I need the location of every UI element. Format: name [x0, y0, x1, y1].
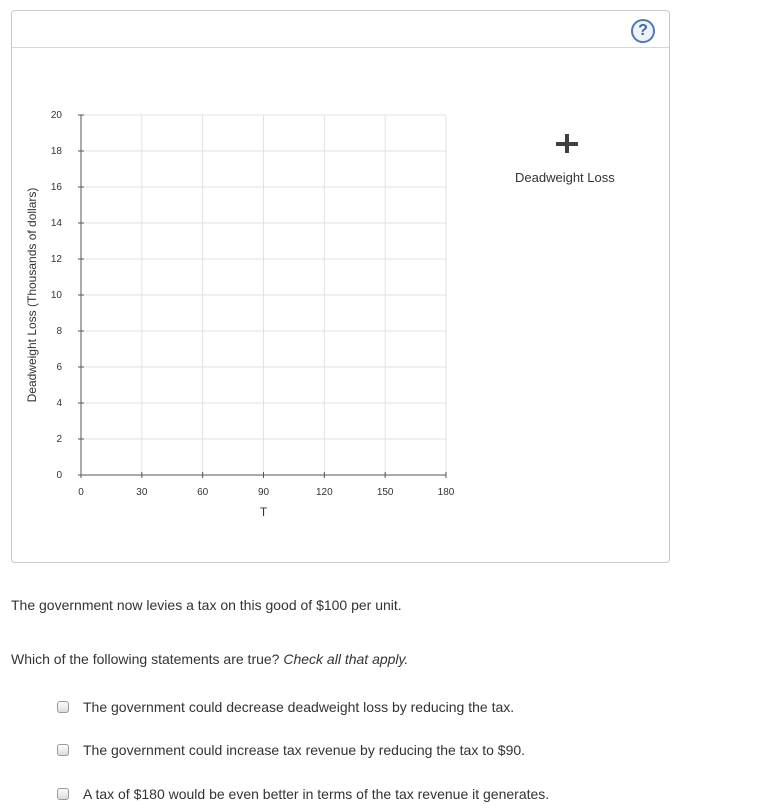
x-tick-label-30: 30	[136, 487, 148, 498]
y-axis-label: Deadweight Loss (Thousands of dollars)	[25, 187, 39, 403]
y-tick-label-4: 4	[56, 398, 62, 409]
question-prompt	[11, 651, 408, 667]
y-tick-label-16: 16	[50, 182, 62, 193]
deadweight-loss-plus-tool[interactable]	[556, 131, 588, 161]
x-tick-label-120: 120	[315, 487, 333, 498]
y-tick-label-12: 12	[50, 254, 62, 265]
option-1-label[interactable]: The government could decrease deadweight loss by reducing the tax.	[83, 699, 515, 715]
chart-tick-labels	[51, 110, 455, 498]
option-2-checkbox[interactable]	[57, 744, 69, 756]
question-prompt-instruction: Check all that apply.	[283, 651, 409, 667]
x-axis-label: T	[259, 505, 268, 519]
help-button[interactable]: ?	[631, 19, 655, 43]
question-prompt-text: Which of the following statements are true?	[11, 651, 284, 667]
y-tick-label-2: 2	[56, 434, 62, 445]
answer-option-3[interactable]	[57, 784, 549, 804]
y-tick-label-20: 20	[50, 110, 62, 121]
question-statement: The government now levies a tax on this good of $100 per unit.	[11, 597, 402, 613]
x-tick-label-0: 0	[78, 487, 84, 498]
x-tick-label-150: 150	[376, 487, 394, 498]
graph-panel	[11, 10, 670, 563]
option-3-label[interactable]: A tax of $180 would be even better in terms of the tax revenue it generates.	[83, 786, 550, 802]
chart-grid	[81, 115, 446, 475]
y-tick-label-6: 6	[56, 362, 62, 373]
option-2-label[interactable]: The government could increase tax revenue by reducing the tax to $90.	[83, 742, 526, 758]
answer-option-1[interactable]	[57, 697, 514, 717]
x-tick-label-60: 60	[197, 487, 209, 498]
x-tick-label-90: 90	[257, 487, 270, 498]
y-tick-label-10: 10	[50, 290, 62, 301]
chart-axes	[78, 115, 446, 478]
x-tick-label-180: 180	[437, 487, 455, 498]
deadweight-loss-chart[interactable]	[12, 11, 669, 562]
y-tick-label-14: 14	[50, 218, 62, 229]
legend-label: Deadweight Loss	[515, 170, 615, 185]
option-3-checkbox[interactable]	[57, 788, 69, 800]
y-tick-label-18: 18	[50, 146, 62, 157]
option-1-checkbox[interactable]	[57, 701, 69, 713]
answer-option-2[interactable]	[57, 740, 525, 760]
y-tick-label-8: 8	[56, 326, 62, 337]
y-tick-label-0: 0	[56, 470, 62, 481]
plus-marker-icon	[556, 131, 588, 161]
